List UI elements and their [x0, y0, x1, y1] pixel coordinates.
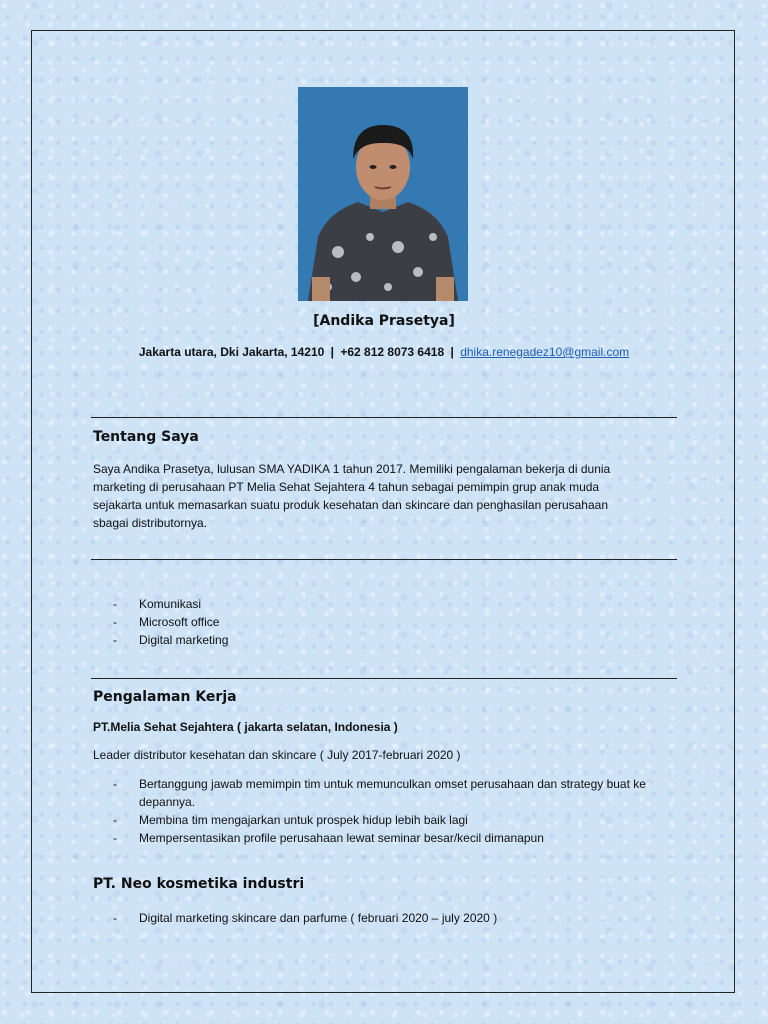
skill-label: Komunikasi	[139, 597, 202, 611]
about-line: sejakarta untuk memasarkan suatu produk kesehatan dan skincare dan penghasilan perusahaan	[93, 498, 609, 512]
list-item	[113, 909, 673, 927]
bullet-dash: -	[113, 615, 117, 629]
section-divider	[91, 417, 677, 418]
section-divider	[91, 678, 677, 679]
bullet-dash: -	[113, 831, 117, 845]
about-line: Saya Andika Prasetya, lulusan SMA YADIKA 1 tahun 2017. Memiliki pengalaman bekerja di dunia	[93, 462, 611, 476]
experience-heading: Pengalaman Kerja	[93, 689, 237, 705]
list-item	[113, 811, 653, 829]
job-role: Leader distributor kesehatan dan skincare ( July 2017-februari 2020 )	[93, 748, 461, 762]
about-line: marketing di perusahaan PT Melia Sehat Sejahtera 4 tahun sebagai pemimpin grup anak muda	[93, 480, 600, 494]
bullet-dash: -	[113, 911, 117, 925]
skills-list	[113, 595, 673, 649]
list-item	[113, 775, 653, 811]
separator: |	[450, 345, 454, 359]
about-line: sbagai distributornya.	[93, 516, 208, 530]
bullet-dash: -	[113, 813, 117, 827]
duty-text: Bertanggung jawab memimpin tim untuk memunculkan omset perusahaan dan strategy buat ke depannya.	[139, 777, 646, 809]
list-item	[113, 631, 673, 649]
email-link[interactable]: dhika.renegadez10@gmail.com	[460, 345, 630, 359]
list-item	[113, 595, 673, 613]
duty-text: Membina tim mengajarkan untuk prospek hidup lebih baik lagi	[139, 813, 468, 827]
contact-line	[0, 345, 768, 359]
bullet-dash: -	[113, 777, 117, 791]
address-text: Jakarta utara, Dki Jakarta, 14210	[138, 345, 325, 359]
about-paragraph	[93, 460, 663, 532]
phone-text: +62 812 8073 6418	[340, 345, 445, 359]
company-heading: PT. Neo kosmetika industri	[93, 876, 305, 892]
candidate-name: [Andika Prasetya]	[313, 313, 455, 329]
skill-label: Microsoft office	[139, 615, 220, 629]
about-heading: Tentang Saya	[93, 429, 199, 445]
bullet-dash: -	[113, 597, 117, 611]
duties-list	[113, 909, 673, 927]
list-item	[113, 613, 673, 631]
duty-text: Mempersentasikan profile perusahaan lewat seminar besar/kecil dimanapun	[139, 831, 544, 845]
skill-label: Digital marketing	[139, 633, 229, 647]
profile-photo	[298, 87, 468, 301]
list-item	[113, 829, 653, 847]
bullet-dash: -	[113, 633, 117, 647]
separator: |	[330, 345, 335, 359]
duties-list	[113, 775, 653, 847]
duty-text: Digital marketing skincare dan parfume ( februari 2020 – july 2020 )	[139, 911, 498, 925]
section-divider	[91, 559, 677, 560]
company-name: PT.Melia Sehat Sejahtera ( jakarta selatan, Indonesia )	[93, 720, 398, 734]
